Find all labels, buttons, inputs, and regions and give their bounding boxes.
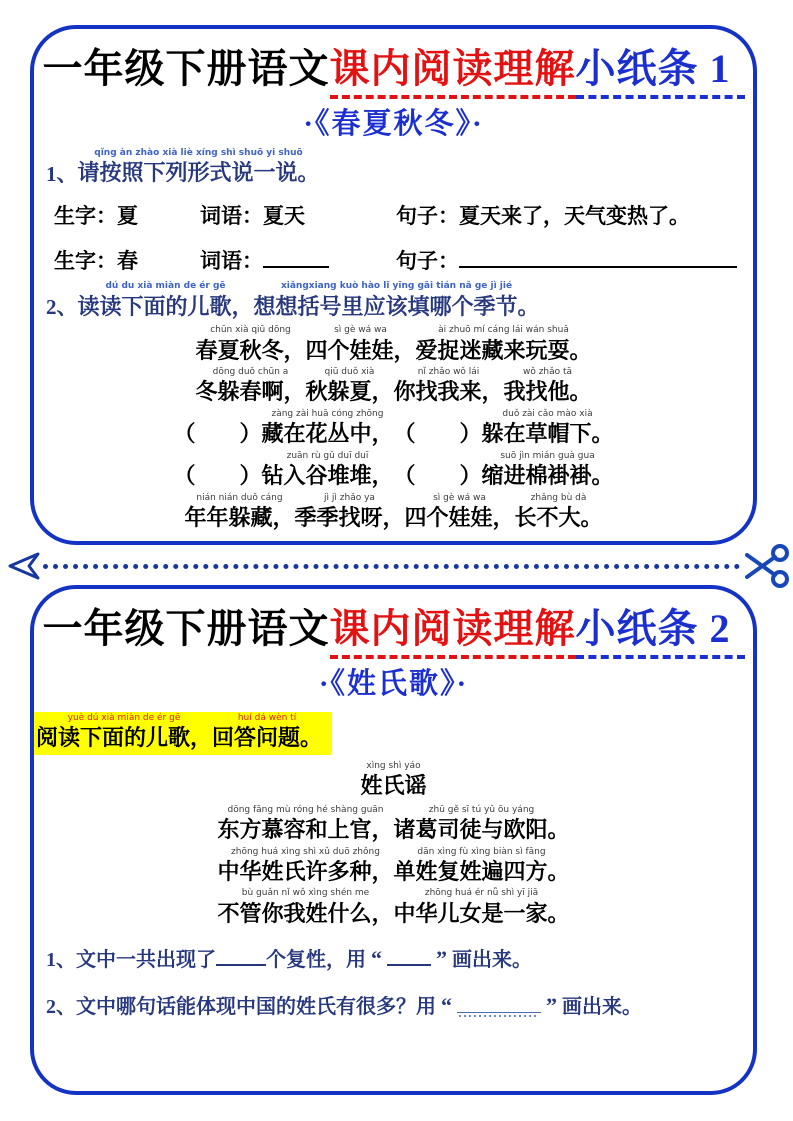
quote-open: “ xyxy=(371,946,382,972)
question-text-part: 2、文中哪句话能体现中国的姓氏有很多？用 xyxy=(46,996,436,1019)
mark-blank xyxy=(387,944,431,966)
hanzi-text: 冬躲春啊， xyxy=(195,379,306,405)
pinyin-text: zàng zài huā cóng zhōng xyxy=(271,408,384,419)
poem-title-text: 姓氏谣 xyxy=(360,773,427,799)
pinyin-text: wǒ zhǎo tā xyxy=(522,367,573,378)
pinyin-text: nián nián duǒ cáng xyxy=(196,492,283,503)
question-text-segments xyxy=(78,281,540,321)
pinyin-text: duǒ zài cǎo mào xià xyxy=(502,408,593,419)
pinyin-text xyxy=(436,409,439,420)
hanzi-text: 爱捉迷藏来玩耍。 xyxy=(415,337,592,363)
pinyin-text-segment xyxy=(184,493,294,533)
hanzi-text: 诸葛司徒与欧阳。 xyxy=(393,816,570,842)
juzi-blank xyxy=(459,245,737,268)
pinyin-text-segment xyxy=(36,713,212,753)
pinyin-text: suō jìn mián guà gua xyxy=(500,450,595,461)
practice-row xyxy=(54,245,753,275)
title-grade-text: 一年级下册语文 xyxy=(42,46,330,91)
lesson-subtitle-1: ·《春夏秋冬》· xyxy=(303,108,484,140)
hanzi-text: 中华姓氏许多种， xyxy=(217,858,394,884)
pinyin-text-segment xyxy=(217,805,393,845)
poem-line-5 xyxy=(34,493,753,533)
hanzi-text: 阅读下面的儿歌， xyxy=(36,725,213,751)
ciyu-example: 词语：夏天 xyxy=(200,203,305,228)
pinyin-text: chūn xià qiū dōng xyxy=(210,325,291,336)
hanzi-text: 季季找呀， xyxy=(294,504,405,530)
shengzi-example: 生字：夏 xyxy=(54,203,138,228)
hanzi-text: 四个娃娃， xyxy=(404,504,515,530)
quote-open: “ xyxy=(441,993,452,1019)
pinyin-text: xiǎngxiang kuò hào lǐ yīng gāi tián nǎ ge jì jié xyxy=(280,281,513,292)
hanzi-text: 躲在草帽下。 xyxy=(481,421,614,447)
question-number: 2、 xyxy=(46,294,78,319)
pinyin-text: qǐng àn zhào xià liè xíng shì shuō yi shuō xyxy=(94,148,303,158)
question-1-1 xyxy=(46,148,753,188)
question-text-part: 画出来。 xyxy=(452,949,532,972)
question-text-part: 个复性，用 xyxy=(266,949,366,972)
pinyin-text: qiū duǒ xià xyxy=(324,367,375,378)
pinyin-text: dú du xià miàn de ér gē xyxy=(105,281,226,292)
hanzi-text: 你找我来， xyxy=(393,379,504,405)
hanzi-text: 春夏秋冬， xyxy=(195,337,306,363)
pinyin-text xyxy=(436,451,439,462)
poem-line-2 xyxy=(34,367,753,407)
example-row xyxy=(54,203,753,230)
question-text-part: 画出来。 xyxy=(562,996,642,1019)
pinyin-text-segment xyxy=(261,409,393,449)
juzi-practice xyxy=(396,245,753,275)
pinyin-text xyxy=(216,451,219,462)
poem-title-row xyxy=(34,761,753,801)
instruction-highlight xyxy=(34,712,332,755)
pinyin-text-segment xyxy=(173,451,261,491)
pinyin-text-segment xyxy=(482,409,614,449)
pinyin-text-segment xyxy=(261,451,393,491)
title-topic-text: 课内阅读理解 xyxy=(330,606,576,659)
title-tag-text: 小纸条 1 xyxy=(576,46,745,99)
title-topic-text: 课内阅读理解 xyxy=(330,46,576,99)
pinyin-text: sì gè wá wa xyxy=(433,492,486,503)
hanzi-text: 东方慕容和上官， xyxy=(217,816,394,842)
ciyu-label: 词语： xyxy=(200,249,263,274)
shengzi-practice: 生字：春 xyxy=(54,249,138,274)
hanzi-text: （ ） xyxy=(393,463,482,489)
question-number: 1、 xyxy=(46,161,78,186)
hanzi-text: 秋躲夏， xyxy=(305,379,394,405)
pinyin-text-segment xyxy=(482,451,614,491)
title-tag-text: 小纸条 2 xyxy=(576,606,745,659)
pinyin-text: dōng fāng mù róng hé shàng guān xyxy=(227,804,384,815)
hanzi-text: 回答问题。 xyxy=(212,725,323,751)
wavy-mark-blank xyxy=(457,992,541,1013)
hanzi-text: 读读下面的儿歌， xyxy=(77,293,254,319)
pinyin-text-segment xyxy=(416,325,592,365)
pinyin-text-segment xyxy=(394,888,570,928)
pinyin-text: dān xìng fù xìng biàn sì fāng xyxy=(417,846,546,857)
pinyin-text-segment xyxy=(394,805,570,845)
worksheet-title-1 xyxy=(40,45,747,93)
poem-line-3 xyxy=(34,409,753,449)
pinyin-text: huí dá wèn tí xyxy=(237,713,297,723)
pinyin-text: zhǎng bù dà xyxy=(530,492,587,503)
title-grade-text: 一年级下册语文 xyxy=(42,606,330,651)
hanzi-text: 我找他。 xyxy=(503,379,592,405)
hanzi-text: 中华儿女是一家。 xyxy=(393,900,570,926)
hanzi-text: 年年躲藏， xyxy=(184,504,295,530)
pinyin-text-segment xyxy=(515,493,603,533)
juzi-label: 句子： xyxy=(396,249,459,274)
quote-close: ” xyxy=(436,946,447,972)
hanzi-text: 缩进棉褂褂。 xyxy=(481,463,614,489)
pinyin-text-segment xyxy=(405,493,515,533)
poem-line-2 xyxy=(34,847,753,887)
worksheet-title-2 xyxy=(40,605,747,653)
hanzi-text: 钻入谷堆堆， xyxy=(261,463,394,489)
question-2-1 xyxy=(46,944,753,975)
question-1-2 xyxy=(46,281,753,321)
cut-line xyxy=(0,547,793,585)
poem-line-1 xyxy=(34,805,753,845)
hanzi-text: （ ） xyxy=(393,421,482,447)
pinyin-text-segment xyxy=(305,325,415,365)
pinyin-text-segment xyxy=(294,493,404,533)
pinyin-text: ài zhuō mí cáng lái wán shuǎ xyxy=(438,325,569,336)
worksheet-card-1 xyxy=(30,25,757,545)
left-arrow-icon xyxy=(4,549,42,583)
pinyin-text: zhōng huá ér nǚ shì yī jiā xyxy=(424,888,539,899)
pinyin-text-segment xyxy=(217,847,393,887)
pinyin-text: zuān rù gǔ duī duī xyxy=(286,450,369,461)
dotted-cut-line xyxy=(43,564,740,569)
hanzi-text: 长不大。 xyxy=(514,504,603,530)
pinyin-text: jì jì zhǎo ya xyxy=(324,492,375,503)
pinyin-text: bù guǎn nǐ wǒ xìng shén me xyxy=(241,888,370,899)
pinyin-text-segment xyxy=(78,148,320,188)
ciyu-blank xyxy=(263,245,329,268)
pinyin-text-segment xyxy=(217,888,393,928)
pinyin-text-segment xyxy=(78,281,254,321)
poem-xingshiyao xyxy=(34,805,753,929)
poem-line-4 xyxy=(34,451,753,491)
pinyin-text: zhū gě sī tú yǔ ōu yáng xyxy=(428,804,535,815)
count-blank xyxy=(216,944,266,966)
pinyin-text-segment xyxy=(394,409,482,449)
pinyin-text-segment xyxy=(394,367,504,407)
pinyin-text xyxy=(216,409,219,420)
pinyin-text-segment xyxy=(212,713,322,753)
pinyin-text: dōng duǒ chūn a xyxy=(212,367,289,378)
hanzi-text: 藏在花丛中， xyxy=(261,421,394,447)
pinyin-text: zhōng huá xìng shì xǔ duō zhǒng xyxy=(231,846,380,857)
pinyin-text: xìng shì yáo xyxy=(366,760,421,771)
poem-line-3 xyxy=(34,888,753,928)
pinyin-text-segment xyxy=(254,281,540,321)
hanzi-text: （ ） xyxy=(173,463,262,489)
hanzi-text: 四个娃娃， xyxy=(305,337,416,363)
quote-close: ” xyxy=(546,993,557,1019)
question-text: 请按照下列形式说一说。 xyxy=(77,160,320,186)
ciyu-practice xyxy=(200,245,396,275)
hanzi-text: 单姓复姓遍四方。 xyxy=(393,858,570,884)
pinyin-text-segment xyxy=(394,847,570,887)
pinyin-text-segment xyxy=(195,367,305,407)
juzi-example: 句子：夏天来了，天气变热了。 xyxy=(396,203,690,228)
question-2-2 xyxy=(46,991,753,1022)
lesson-subtitle-2: ·《姓氏歌》· xyxy=(318,668,469,700)
pinyin-text-segment xyxy=(305,367,393,407)
scissors-icon xyxy=(741,541,793,591)
pinyin-text-segment xyxy=(394,451,482,491)
pinyin-text: yuè dú xià miàn de ér gē xyxy=(67,713,181,723)
pinyin-text: nǐ zhǎo wǒ lái xyxy=(417,367,480,378)
hanzi-text: 不管你我姓什么， xyxy=(217,900,394,926)
pinyin-text-segment xyxy=(360,761,426,801)
question-text-part: 1、文中一共出现了 xyxy=(46,949,216,972)
pinyin-text-segment xyxy=(173,409,261,449)
pinyin-text-segment xyxy=(504,367,592,407)
hanzi-text: （ ） xyxy=(173,421,262,447)
hanzi-text: 想想括号里应该填哪个季节。 xyxy=(253,293,540,319)
worksheet-card-2 xyxy=(30,585,757,1095)
pinyin-text-segment xyxy=(195,325,305,365)
poem-chunxiaqiudong xyxy=(34,325,753,532)
poem-line-1 xyxy=(34,325,753,365)
pinyin-text: sì gè wá wa xyxy=(334,325,387,336)
